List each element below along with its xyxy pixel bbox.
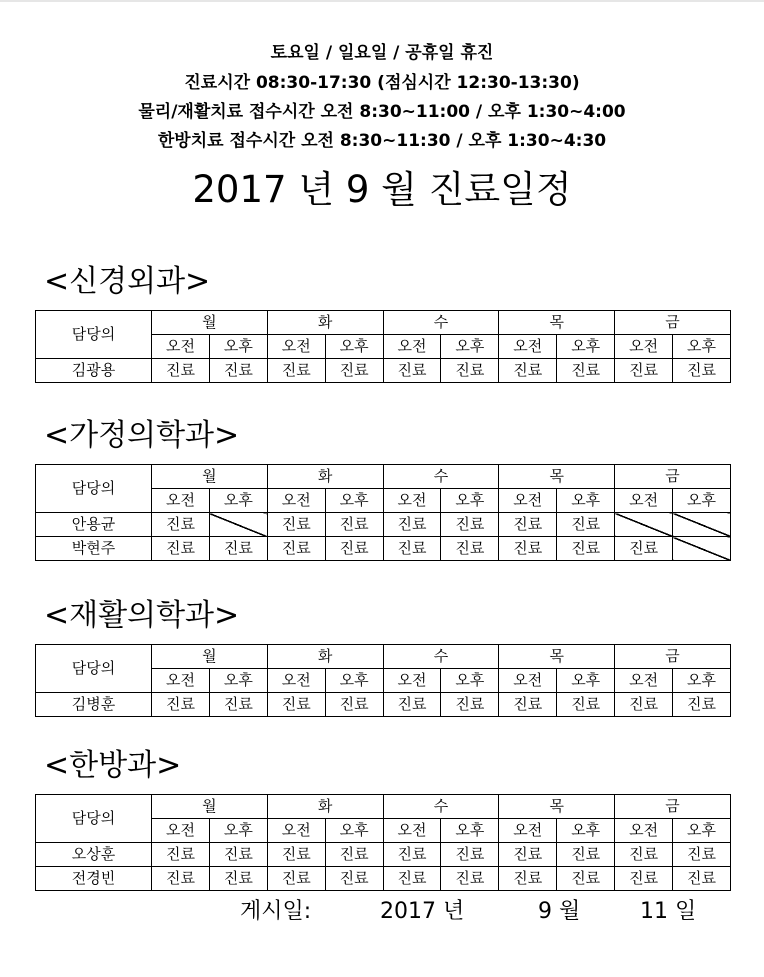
am-header: 오전 [615, 335, 673, 359]
schedule-cell: 진료 [557, 843, 615, 867]
day-header: 화 [267, 465, 383, 489]
am-header: 오전 [152, 335, 210, 359]
day-header: 목 [499, 645, 615, 669]
schedule-cell: 진료 [615, 537, 673, 561]
schedule-cell: 진료 [673, 359, 731, 383]
schedule-table [35, 794, 731, 891]
table-row [36, 537, 731, 561]
pm-header: 오후 [557, 819, 615, 843]
no-clinic-cell [615, 513, 673, 537]
doctor-name: 박현주 [36, 537, 152, 561]
pm-header: 오후 [441, 669, 499, 693]
header-row-days [36, 465, 731, 489]
am-header: 오전 [499, 669, 557, 693]
pm-header: 오후 [209, 335, 267, 359]
posted-day: 11 일 [640, 899, 697, 924]
schedule-cell: 진료 [557, 359, 615, 383]
schedule-cell: 진료 [499, 537, 557, 561]
schedule-cell: 진료 [152, 867, 210, 891]
oriental-reception-hours: 한방치료 접수시간 오전 8:30~11:30 / 오후 1:30~4:30 [157, 131, 607, 151]
day-header: 화 [267, 795, 383, 819]
pm-header: 오후 [673, 669, 731, 693]
am-header: 오전 [383, 669, 441, 693]
schedule-cell: 진료 [325, 359, 383, 383]
schedule-cell: 진료 [441, 359, 499, 383]
am-header: 오전 [615, 489, 673, 513]
pm-header: 오후 [441, 819, 499, 843]
department-title: <가정의학과> [44, 418, 240, 453]
doctor-column-header: 담당의 [36, 465, 152, 513]
header-row-days [36, 311, 731, 335]
closed-days-notice: 토요일 / 일요일 / 공휴일 휴진 [270, 43, 494, 63]
pm-header: 오후 [557, 669, 615, 693]
day-header: 금 [615, 311, 731, 335]
pm-header: 오후 [673, 819, 731, 843]
posted-month: 9 월 [538, 899, 581, 924]
schedule-cell: 진료 [209, 359, 267, 383]
pm-header: 오후 [557, 335, 615, 359]
page-title: 2017 년 9 월 진료일정 [192, 168, 572, 211]
day-header: 월 [152, 645, 268, 669]
schedule-cell: 진료 [152, 359, 210, 383]
schedule-cell: 진료 [673, 867, 731, 891]
clinic-hours: 진료시간 08:30-17:30 (점심시간 12:30-13:30) [184, 73, 580, 93]
top-border-line [0, 0, 764, 2]
schedule-cell: 진료 [615, 359, 673, 383]
pm-header: 오후 [325, 489, 383, 513]
day-header: 화 [267, 645, 383, 669]
schedule-cell: 진료 [209, 693, 267, 717]
pm-header: 오후 [441, 489, 499, 513]
schedule-cell: 진료 [383, 537, 441, 561]
am-header: 오전 [615, 669, 673, 693]
schedule-cell: 진료 [557, 867, 615, 891]
rehab-reception-hours: 물리/재활치료 접수시간 오전 8:30~11:00 / 오후 1:30~4:00 [138, 102, 626, 122]
posted-year: 2017 년 [380, 899, 465, 924]
schedule-cell: 진료 [267, 867, 325, 891]
schedule-cell: 진료 [152, 513, 210, 537]
pm-header: 오후 [673, 489, 731, 513]
am-header: 오전 [267, 335, 325, 359]
department-title: <한방과> [44, 748, 182, 783]
table-row [36, 843, 731, 867]
schedule-cell: 진료 [267, 843, 325, 867]
am-header: 오전 [383, 489, 441, 513]
day-header: 수 [383, 795, 499, 819]
schedule-table [35, 464, 731, 561]
schedule-cell: 진료 [383, 693, 441, 717]
day-header: 수 [383, 311, 499, 335]
pm-header: 오후 [557, 489, 615, 513]
schedule-cell: 진료 [499, 359, 557, 383]
schedule-cell: 진료 [325, 867, 383, 891]
schedule-cell: 진료 [209, 843, 267, 867]
schedule-cell: 진료 [267, 513, 325, 537]
schedule-cell: 진료 [673, 693, 731, 717]
schedule-cell: 진료 [557, 537, 615, 561]
doctor-name: 안용균 [36, 513, 152, 537]
schedule-cell: 진료 [152, 537, 210, 561]
doctor-name: 김광용 [36, 359, 152, 383]
schedule-cell: 진료 [499, 513, 557, 537]
schedule-cell: 진료 [557, 693, 615, 717]
doctor-column-header: 담당의 [36, 311, 152, 359]
pm-header: 오후 [673, 335, 731, 359]
schedule-cell: 진료 [441, 867, 499, 891]
day-header: 수 [383, 465, 499, 489]
pm-header: 오후 [325, 819, 383, 843]
day-header: 금 [615, 795, 731, 819]
schedule-cell: 진료 [152, 843, 210, 867]
day-header: 목 [499, 795, 615, 819]
day-header: 월 [152, 311, 268, 335]
schedule-cell: 진료 [615, 843, 673, 867]
schedule-cell: 진료 [383, 843, 441, 867]
am-header: 오전 [267, 489, 325, 513]
am-header: 오전 [499, 819, 557, 843]
no-clinic-cell [209, 513, 267, 537]
schedule-cell: 진료 [267, 693, 325, 717]
no-clinic-cell [673, 537, 731, 561]
pm-header: 오후 [325, 335, 383, 359]
doctor-name: 전경빈 [36, 867, 152, 891]
doctor-column-header: 담당의 [36, 795, 152, 843]
schedule-cell: 진료 [209, 867, 267, 891]
am-header: 오전 [267, 819, 325, 843]
schedule-cell: 진료 [441, 693, 499, 717]
posted-date-label: 게시일: [240, 899, 312, 924]
schedule-cell: 진료 [383, 867, 441, 891]
am-header: 오전 [499, 489, 557, 513]
schedule-cell: 진료 [267, 537, 325, 561]
day-header: 금 [615, 645, 731, 669]
schedule-cell: 진료 [615, 693, 673, 717]
pm-header: 오후 [441, 335, 499, 359]
schedule-cell: 진료 [441, 513, 499, 537]
schedule-cell: 진료 [152, 693, 210, 717]
day-header: 목 [499, 311, 615, 335]
schedule-cell: 진료 [673, 843, 731, 867]
pm-header: 오후 [209, 489, 267, 513]
schedule-table [35, 310, 731, 383]
schedule-cell: 진료 [615, 867, 673, 891]
schedule-cell: 진료 [441, 537, 499, 561]
department-title: <신경외과> [44, 264, 211, 299]
header-row-days [36, 645, 731, 669]
schedule-cell: 진료 [499, 843, 557, 867]
schedule-cell: 진료 [499, 867, 557, 891]
day-header: 월 [152, 465, 268, 489]
doctor-name: 오상훈 [36, 843, 152, 867]
am-header: 오전 [615, 819, 673, 843]
doctor-name: 김병훈 [36, 693, 152, 717]
table-row [36, 867, 731, 891]
header-row-days [36, 795, 731, 819]
table-row [36, 513, 731, 537]
day-header: 수 [383, 645, 499, 669]
schedule-cell: 진료 [325, 513, 383, 537]
pm-header: 오후 [325, 669, 383, 693]
am-header: 오전 [383, 819, 441, 843]
schedule-cell: 진료 [267, 359, 325, 383]
schedule-cell: 진료 [325, 537, 383, 561]
day-header: 화 [267, 311, 383, 335]
am-header: 오전 [152, 669, 210, 693]
am-header: 오전 [267, 669, 325, 693]
schedule-cell: 진료 [557, 513, 615, 537]
day-header: 월 [152, 795, 268, 819]
schedule-table [35, 644, 731, 717]
schedule-cell: 진료 [383, 359, 441, 383]
schedule-cell: 진료 [441, 843, 499, 867]
day-header: 금 [615, 465, 731, 489]
day-header: 목 [499, 465, 615, 489]
schedule-cell: 진료 [209, 537, 267, 561]
schedule-cell: 진료 [325, 693, 383, 717]
am-header: 오전 [383, 335, 441, 359]
doctor-column-header: 담당의 [36, 645, 152, 693]
schedule-cell: 진료 [325, 843, 383, 867]
schedule-cell: 진료 [383, 513, 441, 537]
department-title: <재활의학과> [44, 598, 240, 633]
no-clinic-cell [673, 513, 731, 537]
table-row [36, 359, 731, 383]
schedule-cell: 진료 [499, 693, 557, 717]
pm-header: 오후 [209, 669, 267, 693]
am-header: 오전 [499, 335, 557, 359]
am-header: 오전 [152, 489, 210, 513]
am-header: 오전 [152, 819, 210, 843]
pm-header: 오후 [209, 819, 267, 843]
table-row [36, 693, 731, 717]
